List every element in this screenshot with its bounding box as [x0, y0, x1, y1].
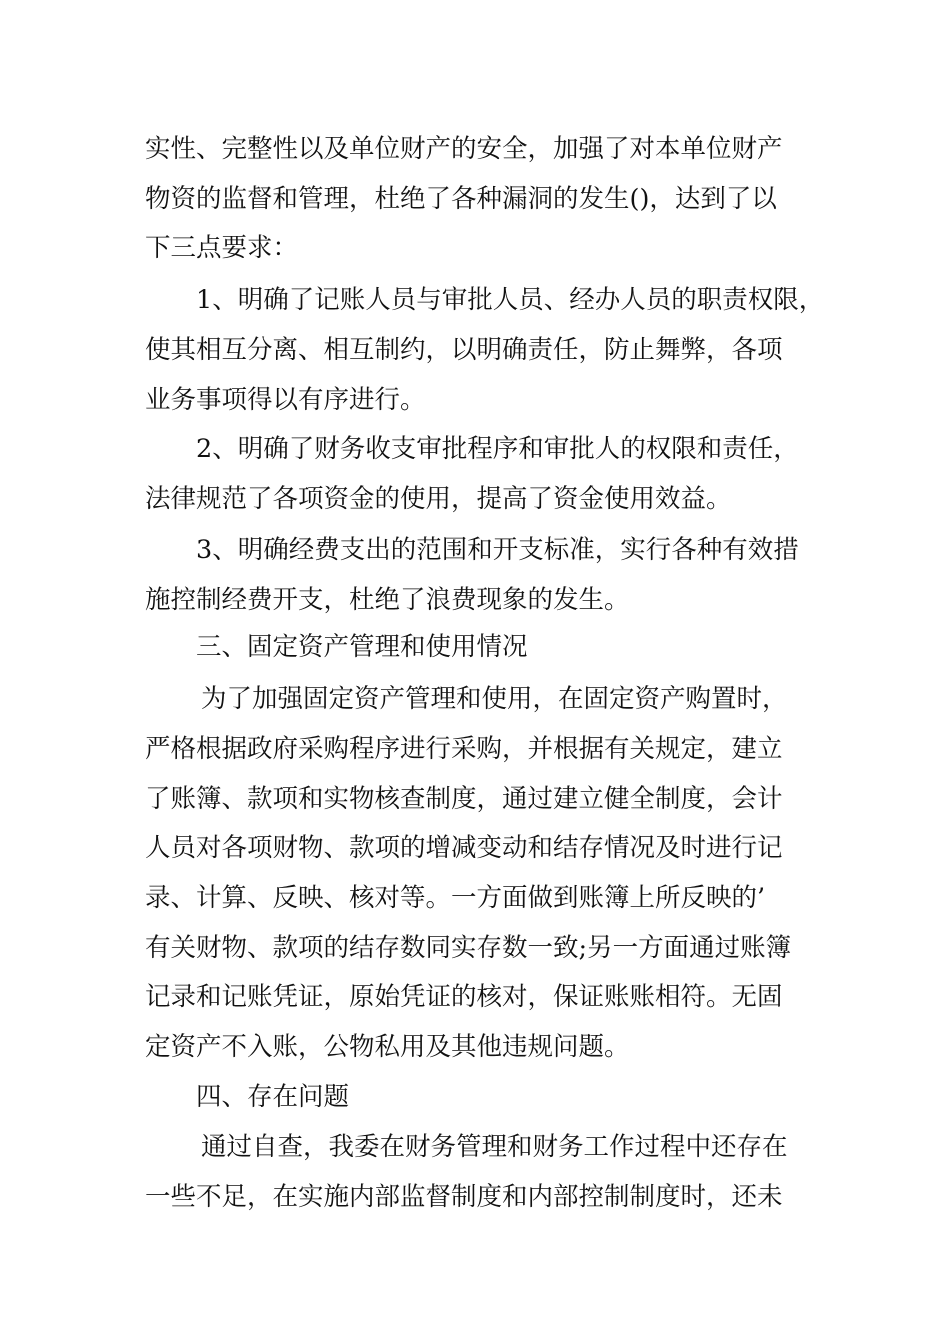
- text-line: 为了加强固定资产管理和使用，在固定资产购置时，: [201, 684, 788, 714]
- text-line: 业务事项得以有序进行。: [145, 385, 426, 415]
- text-line: 通过自查，我委在财务管理和财务工作过程中还存在: [201, 1132, 788, 1162]
- text-line: 施控制经费开支，杜绝了浪费现象的发生。: [145, 585, 630, 615]
- text-line: 使其相互分离、相互制约，以明确责任，防止舞弊，各项: [145, 335, 783, 365]
- text-line: 3、明确经费支出的范围和开支标准，实行各种有效措: [196, 535, 799, 565]
- text-line: 物资的监督和管理，杜绝了各种漏洞的发生()，达到了以: [145, 184, 777, 214]
- text-line: 一些不足，在实施内部监督制度和内部控制制度时，还未: [145, 1182, 783, 1212]
- text-line: 实性、完整性以及单位财产的安全，加强了对本单位财产: [145, 134, 783, 164]
- text-line: 记录和记账凭证，原始凭证的核对，保证账账相符。无固: [145, 982, 783, 1012]
- text-line: 2、明确了财务收支审批程序和审批人的权限和责任，: [196, 434, 799, 464]
- section-heading: 四、存在问题: [196, 1082, 350, 1112]
- section-heading: 三、固定资产管理和使用情况: [196, 632, 528, 662]
- text-line: 定资产不入账，公物私用及其他违规问题。: [145, 1032, 630, 1062]
- text-line: 有关财物、款项的结存数同实存数一致;另一方面通过账簿: [145, 933, 792, 963]
- text-line: 1、明确了记账人员与审批人员、经办人员的职责权限，: [196, 285, 825, 315]
- text-line: 录、计算、反映、核对等。一方面做到账簿上所反映的’: [145, 883, 766, 913]
- text-line: 了账簿、款项和实物核查制度，通过建立健全制度，会计: [145, 784, 783, 814]
- text-line: 下三点要求：: [145, 233, 299, 263]
- text-line: 严格根据政府采购程序进行采购，并根据有关规定，建立: [145, 734, 783, 764]
- text-line: 人员对各项财物、款项的增减变动和结存情况及时进行记: [145, 833, 783, 863]
- text-line: 法律规范了各项资金的使用，提高了资金使用效益。: [145, 484, 732, 514]
